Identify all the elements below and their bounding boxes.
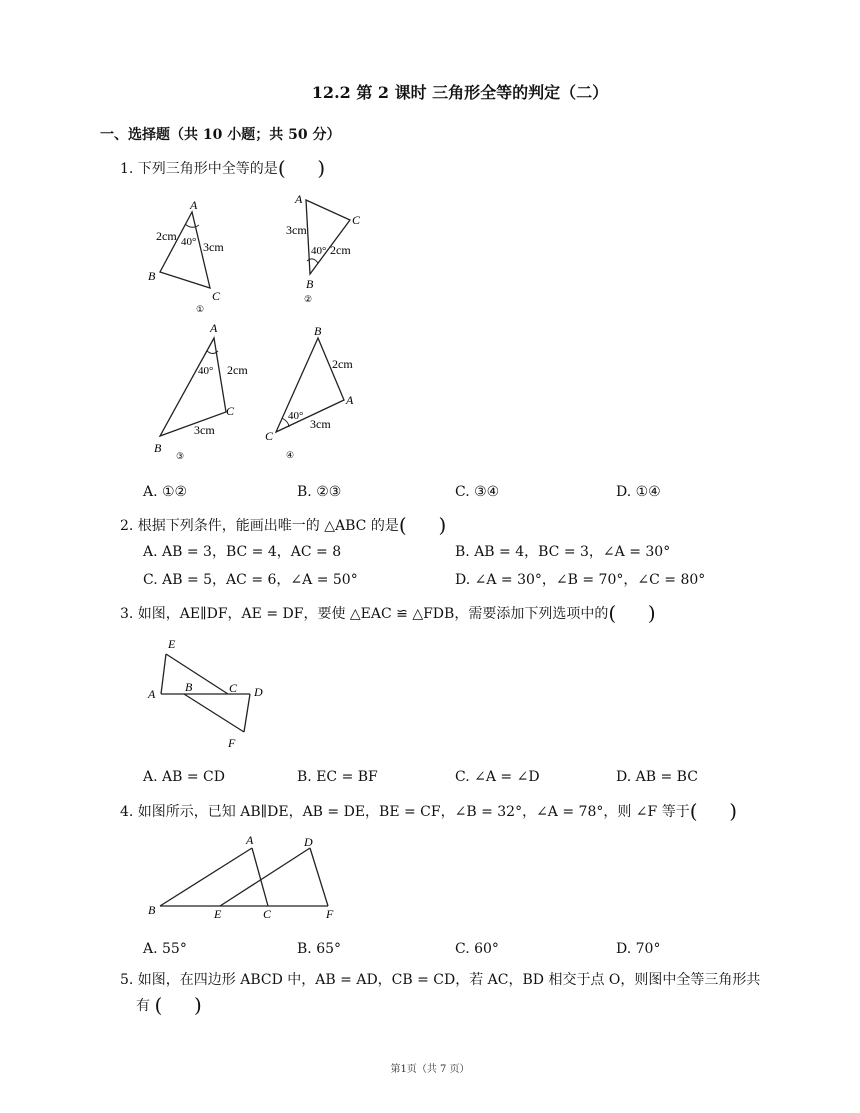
angle-label: 40° [198, 365, 214, 377]
side-length-label: 2cm [330, 243, 351, 257]
vertex-label: A [346, 393, 354, 407]
figure-number: ④ [286, 450, 295, 460]
option-d[interactable]: D. 70° [616, 941, 661, 957]
option-a[interactable]: A. 55° [143, 941, 187, 957]
vertex-label: C [263, 907, 272, 921]
question-5-stem: 有 [136, 998, 150, 1014]
vertex-label: C [352, 213, 361, 227]
option-d[interactable]: D. ①④ [616, 484, 661, 500]
vertex-label: A [210, 321, 218, 335]
side-length-label: 3cm [194, 423, 215, 437]
vertex-label: C [229, 681, 238, 695]
angle-label: 40° [181, 236, 197, 248]
vertex-label: F [326, 907, 334, 921]
answer-bracket[interactable]: ( ) [398, 513, 447, 537]
question-3-stem: 3. 如图，AE∥DF，AE = DF，要使 △EAC ≌ △FDB，需要添加下列选项中的 [120, 606, 609, 622]
question-4-stem: 4. 如图所示，已知 AB∥DE，AB = DE，BE = CF，∠B = 32°，∠A = 78°，则 ∠F 等于 [120, 804, 690, 820]
option-b[interactable]: B. AB = 4，BC = 3，∠A = 30° [455, 544, 671, 560]
option-d[interactable]: D. ∠A = 30°，∠B = 70°，∠C = 80° [455, 572, 706, 588]
option-b[interactable]: B. 65° [297, 941, 342, 957]
side-length-label: 3cm [286, 223, 307, 237]
option-d[interactable]: D. AB = BC [616, 769, 698, 785]
option-c[interactable]: C. ③④ [455, 484, 500, 500]
vertex-label: B [148, 903, 156, 917]
question-2 [120, 513, 446, 537]
question-5-line-2 [136, 993, 202, 1017]
triangle-figure-1 [140, 190, 260, 320]
shifted-triangles-figure [140, 830, 350, 928]
option-a[interactable]: A. AB = 3，BC = 4，AC = 8 [143, 544, 342, 560]
vertex-label: E [168, 637, 176, 651]
option-c[interactable]: C. 60° [455, 941, 499, 957]
vertex-label: F [228, 736, 236, 750]
answer-bracket[interactable]: ( ) [608, 601, 656, 625]
page-footer: 第1页（共 7 页） [390, 1064, 470, 1075]
section-heading: 一、选择题（共 10 小题；共 50 分） [100, 127, 341, 143]
angle-label: 40° [288, 410, 304, 422]
vertex-label: D [304, 835, 313, 849]
triangle-figure-2 [280, 188, 400, 313]
angle-label: 40° [311, 245, 327, 257]
vertex-label: A [295, 192, 303, 206]
vertex-label: E [214, 907, 222, 921]
side-length-label: 2cm [332, 357, 353, 371]
vertex-label: A [148, 687, 156, 701]
question-2-stem: 2. 根据下列条件，能画出唯一的 △ABC 的是 [120, 518, 399, 534]
side-length-label: 2cm [227, 363, 248, 377]
parallel-triangles-figure [140, 632, 280, 756]
question-1-stem: 1. 下列三角形中全等的是 [120, 161, 278, 177]
option-a[interactable]: A. AB = CD [143, 769, 225, 785]
vertex-label: B [314, 324, 322, 338]
vertex-label: C [226, 404, 235, 418]
vertex-label: B [306, 277, 314, 291]
side-length-label: 3cm [203, 240, 224, 254]
triangle-figure-3 [150, 318, 270, 463]
vertex-label: D [254, 685, 263, 699]
question-5: 5. 如图，在四边形 ABCD 中，AB = AD，CB = CD，若 AC，BD 相交于点 O，则图中全等三角形共 [120, 972, 761, 988]
answer-bracket[interactable]: ( ) [277, 156, 326, 180]
option-b[interactable]: B. ②③ [297, 484, 342, 500]
answer-bracket[interactable]: ( ) [689, 799, 738, 823]
vertex-label: C [265, 429, 274, 443]
option-b[interactable]: B. EC = BF [297, 769, 378, 785]
side-length-label: 2cm [156, 229, 177, 243]
question-4 [120, 799, 737, 823]
vertex-label: C [212, 289, 221, 303]
option-c[interactable]: C. AB = 5，AC = 6，∠A = 50° [143, 572, 358, 588]
figure-number: ① [196, 304, 205, 314]
question-1 [120, 156, 325, 180]
triangle-figure-4 [262, 322, 382, 462]
vertex-label: B [154, 441, 162, 455]
answer-bracket[interactable]: ( ) [154, 993, 202, 1017]
figure-number: ② [304, 294, 313, 304]
page-title: 12.2 第 2 课时 三角形全等的判定（二） [311, 83, 609, 102]
vertex-label: B [185, 680, 193, 694]
question-3 [120, 601, 656, 625]
option-a[interactable]: A. ①② [143, 484, 188, 500]
vertex-label: B [148, 269, 156, 283]
option-c[interactable]: C. ∠A = ∠D [455, 769, 540, 785]
side-length-label: 3cm [310, 417, 331, 431]
figure-number: ③ [176, 451, 185, 461]
vertex-label: A [246, 833, 254, 847]
vertex-label: A [190, 198, 198, 212]
